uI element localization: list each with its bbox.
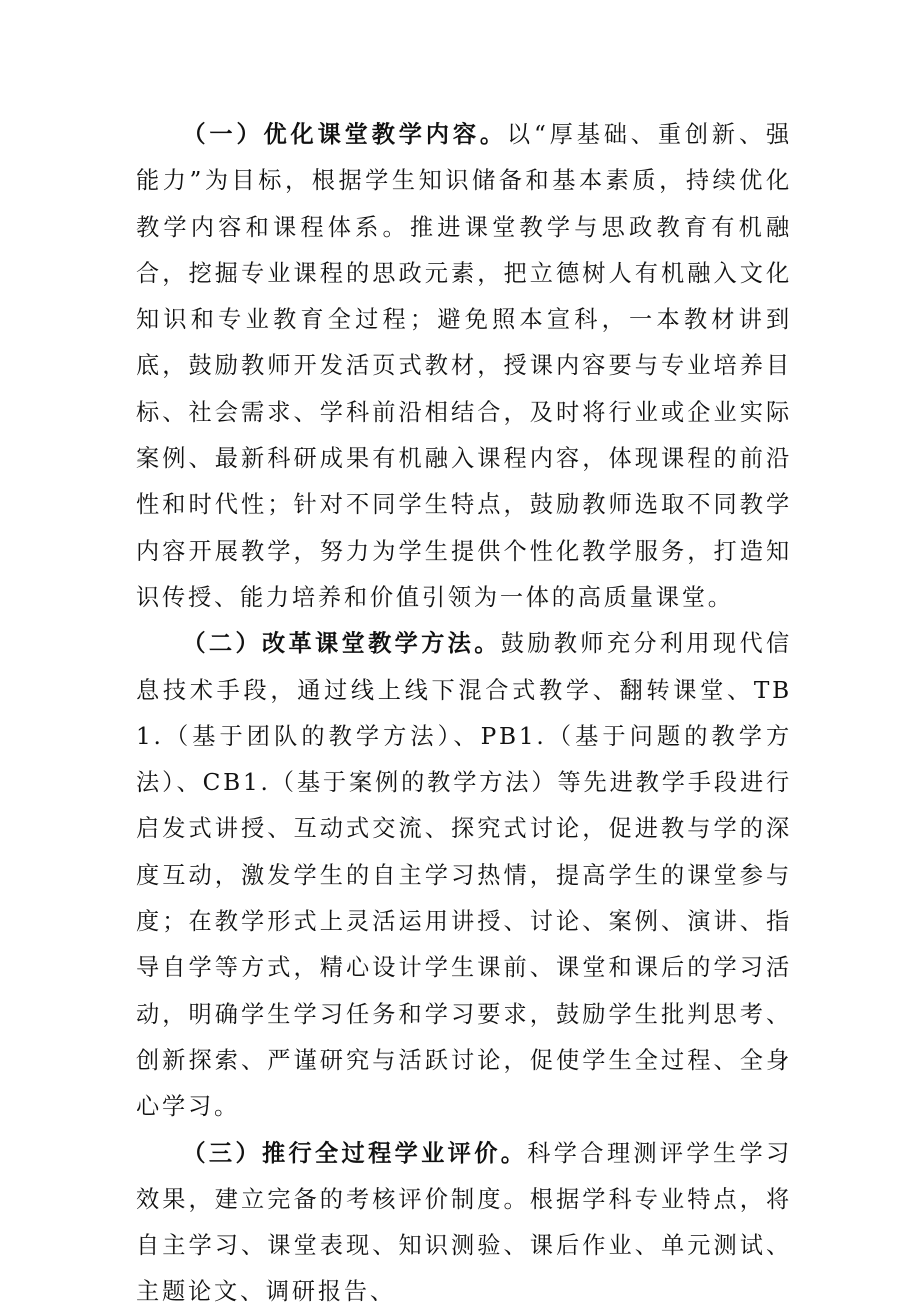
section-heading-3: （三）推行全过程学业评价。 [182,1139,528,1167]
paragraph-text-3: 科学合理测评学生学习效果，建立完备的考核评价制度。根据学科专业特点，将自主学习、课堂表现、知识测验、课后作业、单元测试、主题论文、调研报告、 [136,1139,793,1306]
paragraph-2 [136,621,792,1130]
paragraph-text-1: 以“厚基础、重创新、强能力”为目标，根据学生知识储备和基本素质，持续优化教学内容和课程体系。推进课堂教学与思政教育有机融合，挖掘专业课程的思政元素，把立德树人有机融入文化知识和专业教育全过程；避免照本宣科，一本教材讲到底，鼓励教师开发活页式教材，授课内容要与专业培养目标、社会需求、学科前沿相结合，及时将行业或企业实际案例、最新科研成果有机融入课程内容，体现课程的前沿性和时代性；针对不同学生特点，鼓励教师选取不同教学内容开展教学，努力为学生提供个性化教学服务，打造知识传授、能力培养和价值引领为一体的高质量课堂。 [136,121,792,611]
paragraph-text-2: 鼓励教师充分利用现代信息技术手段，通过线上线下混合式教学、翻转课堂、TB1.（基于团队的教学方法）、PB1.（基于问题的教学方法）、CB1.（基于案例的教学方法）等先进教学手段进行启发式讲授、互动式交流、探究式讨论，促进教与学的深度互动，激发学生的自主学习热情，提高学生的课堂参与度；在教学形式上灵活运用讲授、讨论、案例、演讲、指导自学等方式，精心设计学生课前、课堂和课后的学习活动，明确学生学习任务和学习要求，鼓励学生批判思考、创新探索、严谨研究与活跃讨论，促使学生全过程、全身心学习。 [136,630,792,1121]
paragraph-3 [136,1131,792,1316]
paragraph-1 [136,112,792,621]
section-heading-1: （一）优化课堂教学内容。 [182,121,507,148]
section-heading-2: （二）改革课堂教学方法。 [182,630,501,658]
document-body [136,112,792,1316]
